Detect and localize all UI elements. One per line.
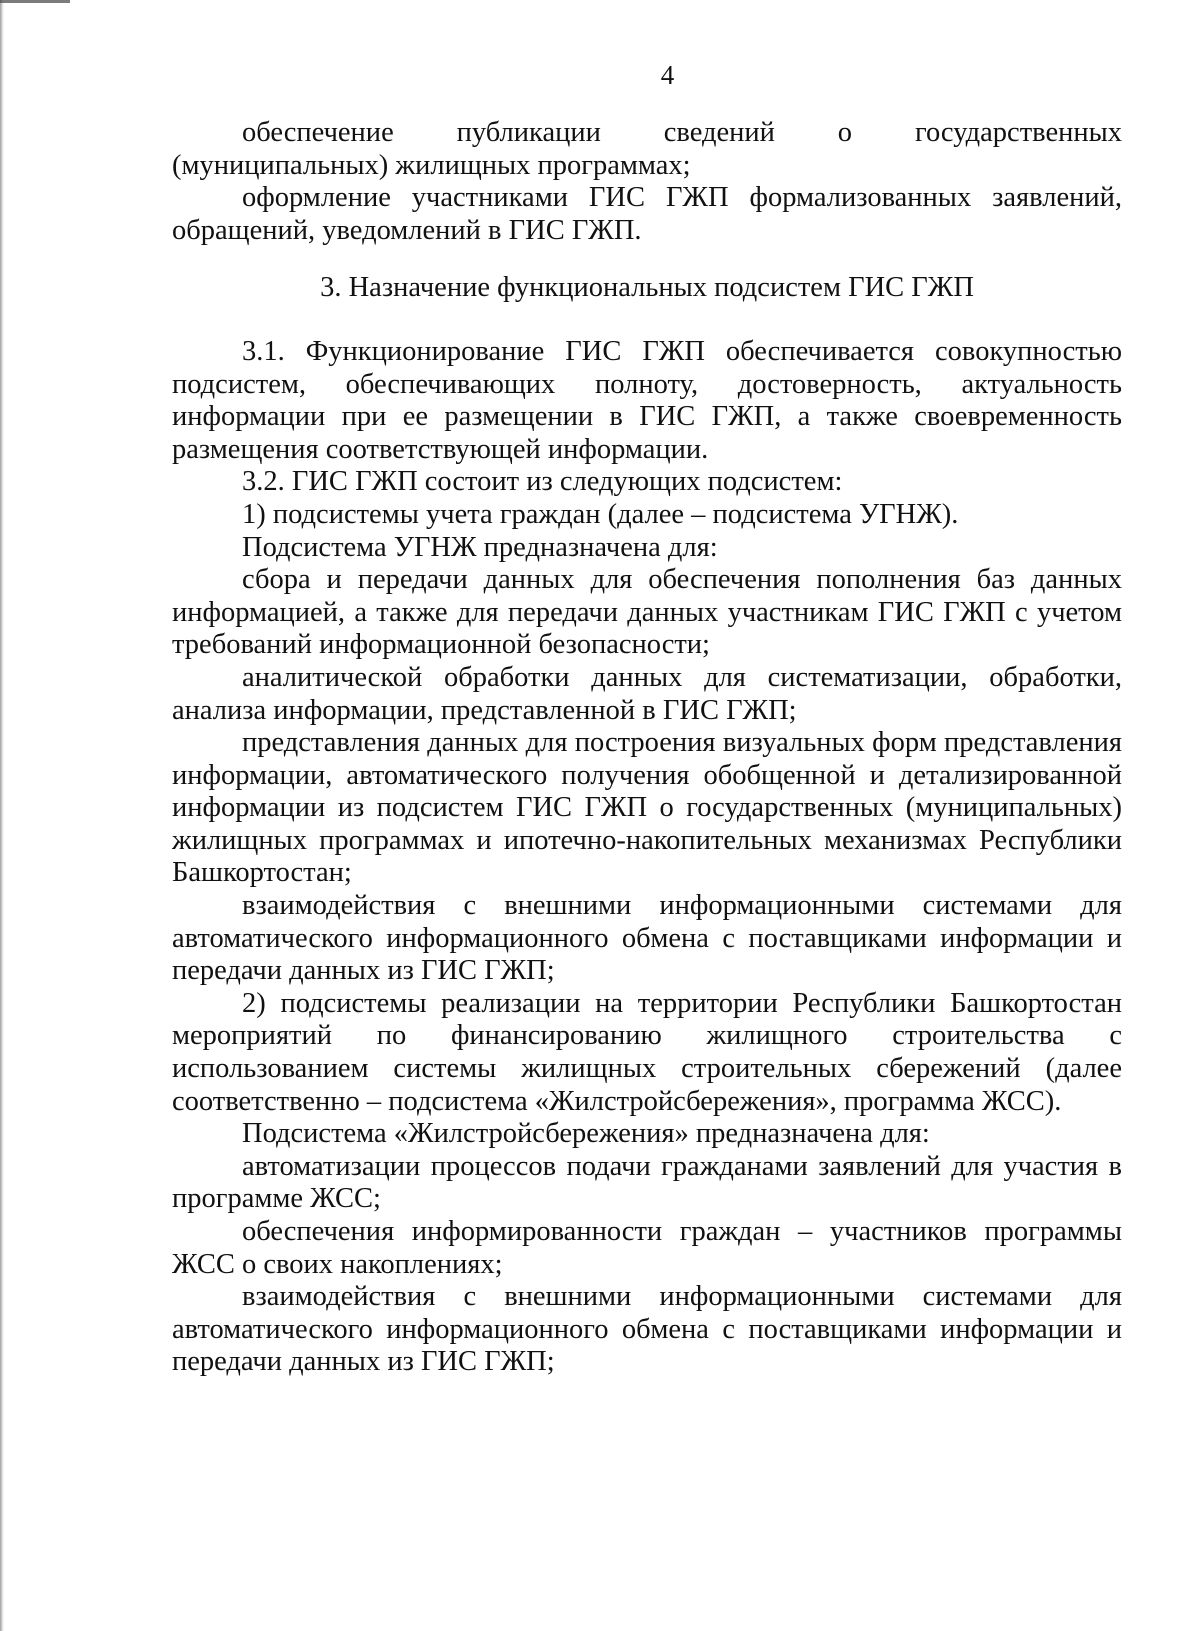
paragraph-analytics: аналитической обработки данных для систематизации, обработки, анализа информации, представленной в ГИС ГЖП; — [172, 661, 1122, 726]
list-item-zhilstroy: 2) подсистемы реализации на территории Республики Башкортостан мероприятий по финансированию жилищного строительства с использованием системы жилищных строительных сбережений (далее соответственно – подсистема «Жилстройсбережения», программа ЖСС). — [172, 987, 1122, 1117]
document-body — [172, 117, 1122, 1379]
paragraph-interaction-1: взаимодействия с внешними информационными системами для автоматического информационного обмена с поставщиками информации и передачи данных из ГИС ГЖП; — [172, 890, 1122, 987]
paragraph-data-collection: сбора и передачи данных для обеспечения пополнения баз данных информацией, а также для передачи данных участникам ГИС ГЖП с учетом требований информационной безопасности; — [172, 564, 1122, 661]
page-number: 4 — [660, 60, 675, 90]
paragraph-3-2: 3.2. ГИС ГЖП состоит из следующих подсистем: — [242, 466, 843, 498]
paragraph-publication: обеспечение публикации сведений о государственных (муниципальных) жилищных программах; — [172, 117, 1122, 181]
paragraph-ugnzh-purpose: Подсистема УГНЖ предназначена для: — [242, 531, 718, 563]
scan-corner-mark — [0, 0, 70, 3]
list-item-ugnzh: 1) подсистемы учета граждан (далее – подсистема УГНЖ). — [242, 498, 959, 530]
paragraph-automation: автоматизации процессов подачи гражданами заявлений для участия в программе ЖСС; — [172, 1150, 1122, 1215]
paragraph-zhilstroy-purpose: Подсистема «Жилстройсбережения» предназначена для: — [242, 1118, 930, 1150]
section-heading: 3. Назначение функциональных подсистем ГИС ГЖП — [320, 272, 974, 304]
scan-edge-shadow — [0, 0, 4, 1631]
paragraph-visualization: представления данных для построения визуальных форм представления информации, автоматического получения обобщенной и детализированной информации из подсистем ГИС ГЖП о государственных (муниципальных) жилищных программах и ипотечно-накопительных механизмах Республики Башкортостан; — [172, 727, 1122, 889]
paragraph-3-1: 3.1. Функционирование ГИС ГЖП обеспечивается совокупностью подсистем, обеспечивающих полноту, достоверность, актуальность информации при ее размещении в ГИС ГЖП, а также своевременность размещения соответствующей информации. — [172, 335, 1122, 465]
paragraph-applications: оформление участниками ГИС ГЖП формализованных заявлений, обращений, уведомлений в ГИС ГЖП. — [172, 182, 1122, 246]
paragraph-awareness: обеспечения информированности граждан – участников программы ЖСС о своих накоплениях; — [172, 1216, 1122, 1280]
paragraph-interaction-2: взаимодействия с внешними информационными системами для автоматического информационного обмена с поставщиками информации и передачи данных из ГИС ГЖП; — [172, 1281, 1122, 1378]
